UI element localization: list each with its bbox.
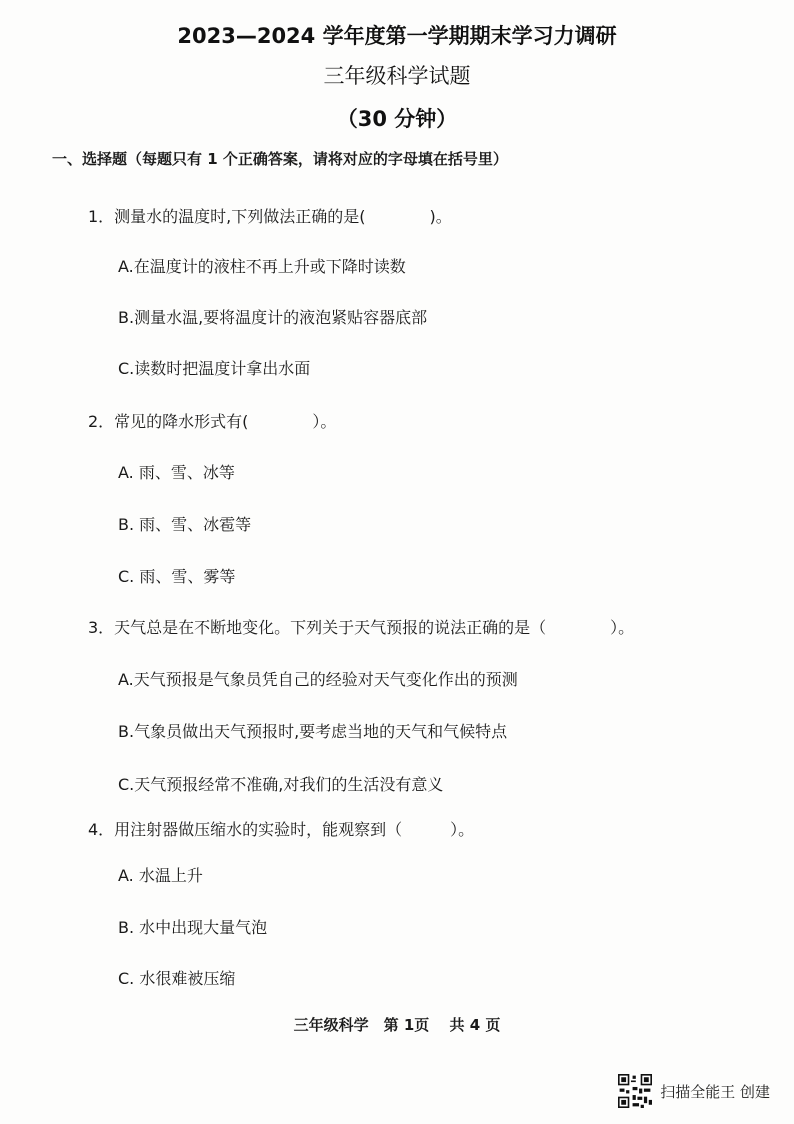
- question-1-option-b: B.测量水温,要将温度计的液泡紧贴容器底部: [118, 308, 428, 327]
- question-4-stem: 4．用注射器做压缩水的实验时，能观察到（ ）。: [88, 820, 475, 839]
- page-footer: 三年级科学 第 1页 共 4 页: [293, 1016, 501, 1034]
- question-3-option-a: A.天气预报是气象员凭自己的经验对天气变化作出的预测: [118, 670, 518, 689]
- question-3-option-c: C.天气预报经常不准确,对我们的生活没有意义: [118, 775, 444, 794]
- question-1-stem: 1．测量水的温度时,下列做法正确的是( )。: [88, 207, 452, 226]
- question-2-option-c: C. 雨、雪、雾等: [118, 567, 236, 586]
- question-1-option-a: A.在温度计的液柱不再上升或下降时读数: [118, 257, 406, 276]
- question-4-option-c: C. 水很难被压缩: [118, 969, 236, 988]
- question-3-option-b: B.气象员做出天气预报时,要考虑当地的天气和气候特点: [118, 722, 508, 741]
- exam-subtitle: 三年级科学试题: [323, 64, 471, 88]
- question-4-option-b: B. 水中出现大量气泡: [118, 918, 268, 937]
- section-heading: 一、选择题（每题只有 1 个正确答案，请将对应的字母填在括号里）: [52, 150, 508, 168]
- question-3-stem: 3．天气总是在不断地变化。下列关于天气预报的说法正确的是（ ）。: [88, 618, 635, 637]
- question-1-option-c: C.读数时把温度计拿出水面: [118, 359, 311, 378]
- question-4-option-a: A. 水温上升: [118, 866, 203, 885]
- question-2-stem: 2．常见的降水形式有( ）。: [88, 412, 337, 431]
- exam-title: 2023—2024 学年度第一学期期末学习力调研: [177, 24, 617, 48]
- exam-duration: （30 分钟）: [336, 107, 458, 131]
- scanner-watermark-text: 扫描全能王 创建: [660, 1082, 770, 1101]
- scanner-watermark: [618, 1074, 770, 1108]
- question-2-option-a: A. 雨、雪、冰等: [118, 463, 235, 482]
- question-2-option-b: B. 雨、雪、冰雹等: [118, 515, 252, 534]
- qr-code-icon: [618, 1074, 652, 1108]
